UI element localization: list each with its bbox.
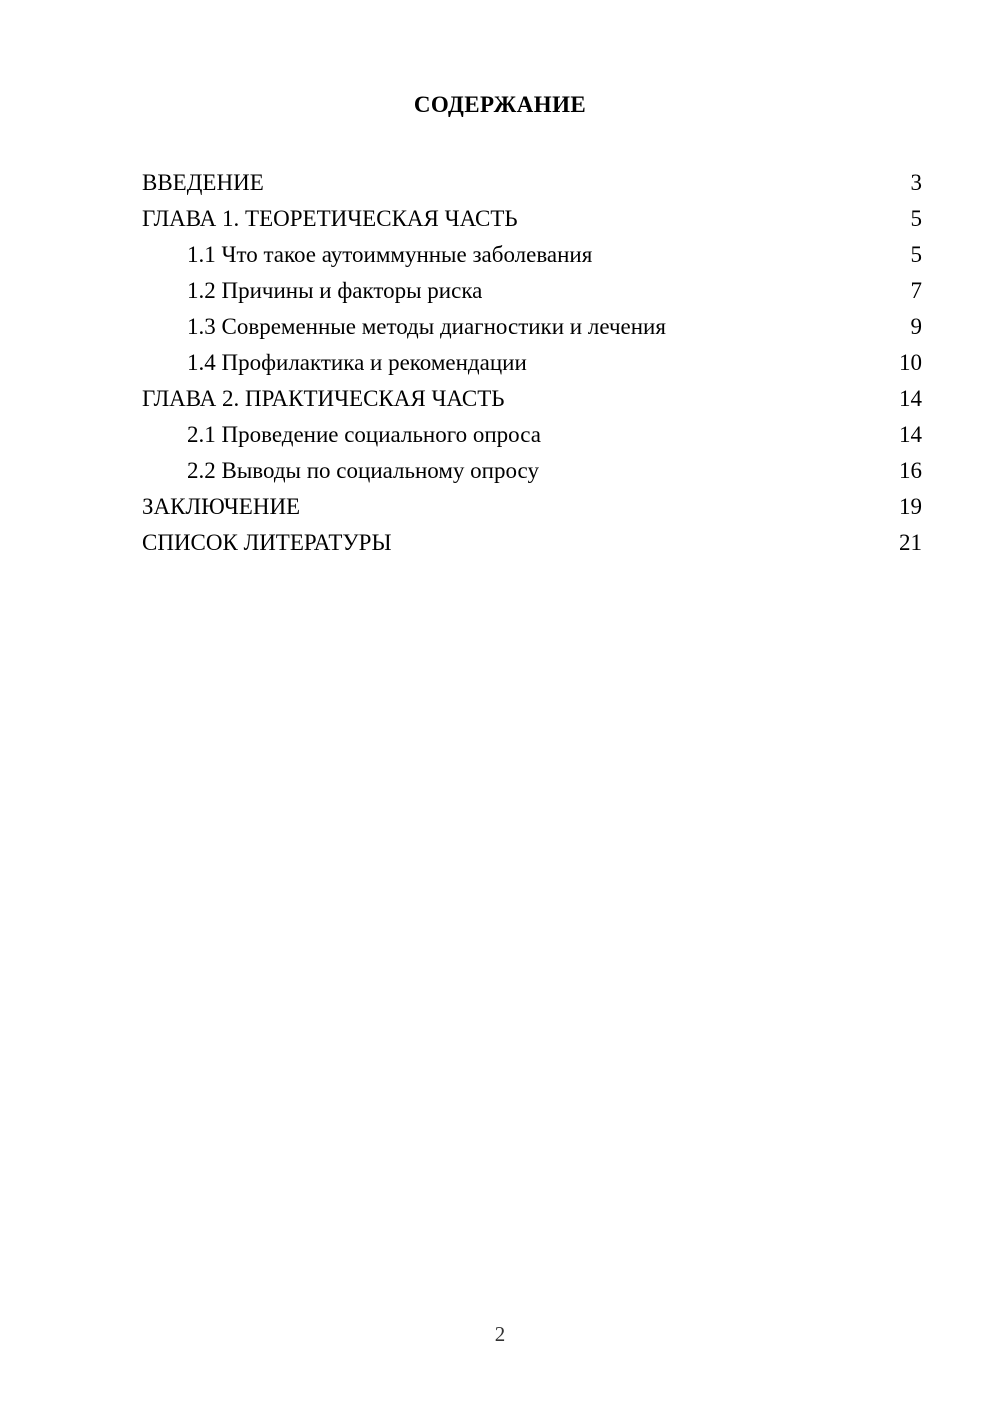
toc-entry-page: 14 xyxy=(899,386,922,411)
toc-entry-page: 3 xyxy=(910,170,922,195)
toc-entry[interactable] xyxy=(142,453,922,489)
toc-entry[interactable] xyxy=(142,201,922,237)
toc-entry[interactable] xyxy=(142,273,922,309)
toc-entry-label: ГЛАВА 2. ПРАКТИЧЕСКАЯ ЧАСТЬ xyxy=(142,386,505,411)
toc-entry-label: ГЛАВА 1. ТЕОРЕТИЧЕСКАЯ ЧАСТЬ xyxy=(142,206,518,231)
toc-entry-label: 1.1 Что такое аутоиммунные заболевания xyxy=(187,242,593,267)
toc-entry[interactable] xyxy=(142,309,922,345)
toc-entry-label: ЗАКЛЮЧЕНИЕ xyxy=(142,494,301,519)
toc-entry-label: СПИСОК ЛИТЕРАТУРЫ xyxy=(142,530,392,555)
toc-entry-page: 5 xyxy=(910,206,922,231)
toc-entry-label: 1.4 Профилактика и рекомендации xyxy=(187,350,527,375)
toc-entry-label: 1.2 Причины и факторы риска xyxy=(187,278,483,303)
toc-entry-page: 7 xyxy=(910,278,922,303)
toc-entry[interactable] xyxy=(142,489,922,525)
toc-entry-page: 10 xyxy=(899,350,922,375)
toc-entry-label: 2.2 Выводы по социальному опросу xyxy=(187,458,539,483)
toc-entry-label: ВВЕДЕНИЕ xyxy=(142,170,264,195)
toc-entry-page: 19 xyxy=(899,494,922,519)
page-title: СОДЕРЖАНИЕ xyxy=(413,92,587,117)
page-folio: 2 xyxy=(494,1322,506,1346)
toc-entry[interactable] xyxy=(142,237,922,273)
toc-entry[interactable] xyxy=(142,345,922,381)
toc-entry-page: 9 xyxy=(910,314,922,339)
toc-entry[interactable] xyxy=(142,417,922,453)
toc-entry-label: 1.3 Современные методы диагностики и лечения xyxy=(187,314,666,339)
table-of-contents xyxy=(142,165,922,561)
toc-entry-page: 16 xyxy=(899,458,922,483)
toc-entry-page: 21 xyxy=(899,530,922,555)
toc-entry-page: 5 xyxy=(910,242,922,267)
toc-entry[interactable] xyxy=(142,381,922,417)
toc-entry-page: 14 xyxy=(899,422,922,447)
toc-entry[interactable] xyxy=(142,165,922,201)
toc-entry[interactable] xyxy=(142,525,922,561)
toc-entry-label: 2.1 Проведение социального опроса xyxy=(187,422,541,447)
